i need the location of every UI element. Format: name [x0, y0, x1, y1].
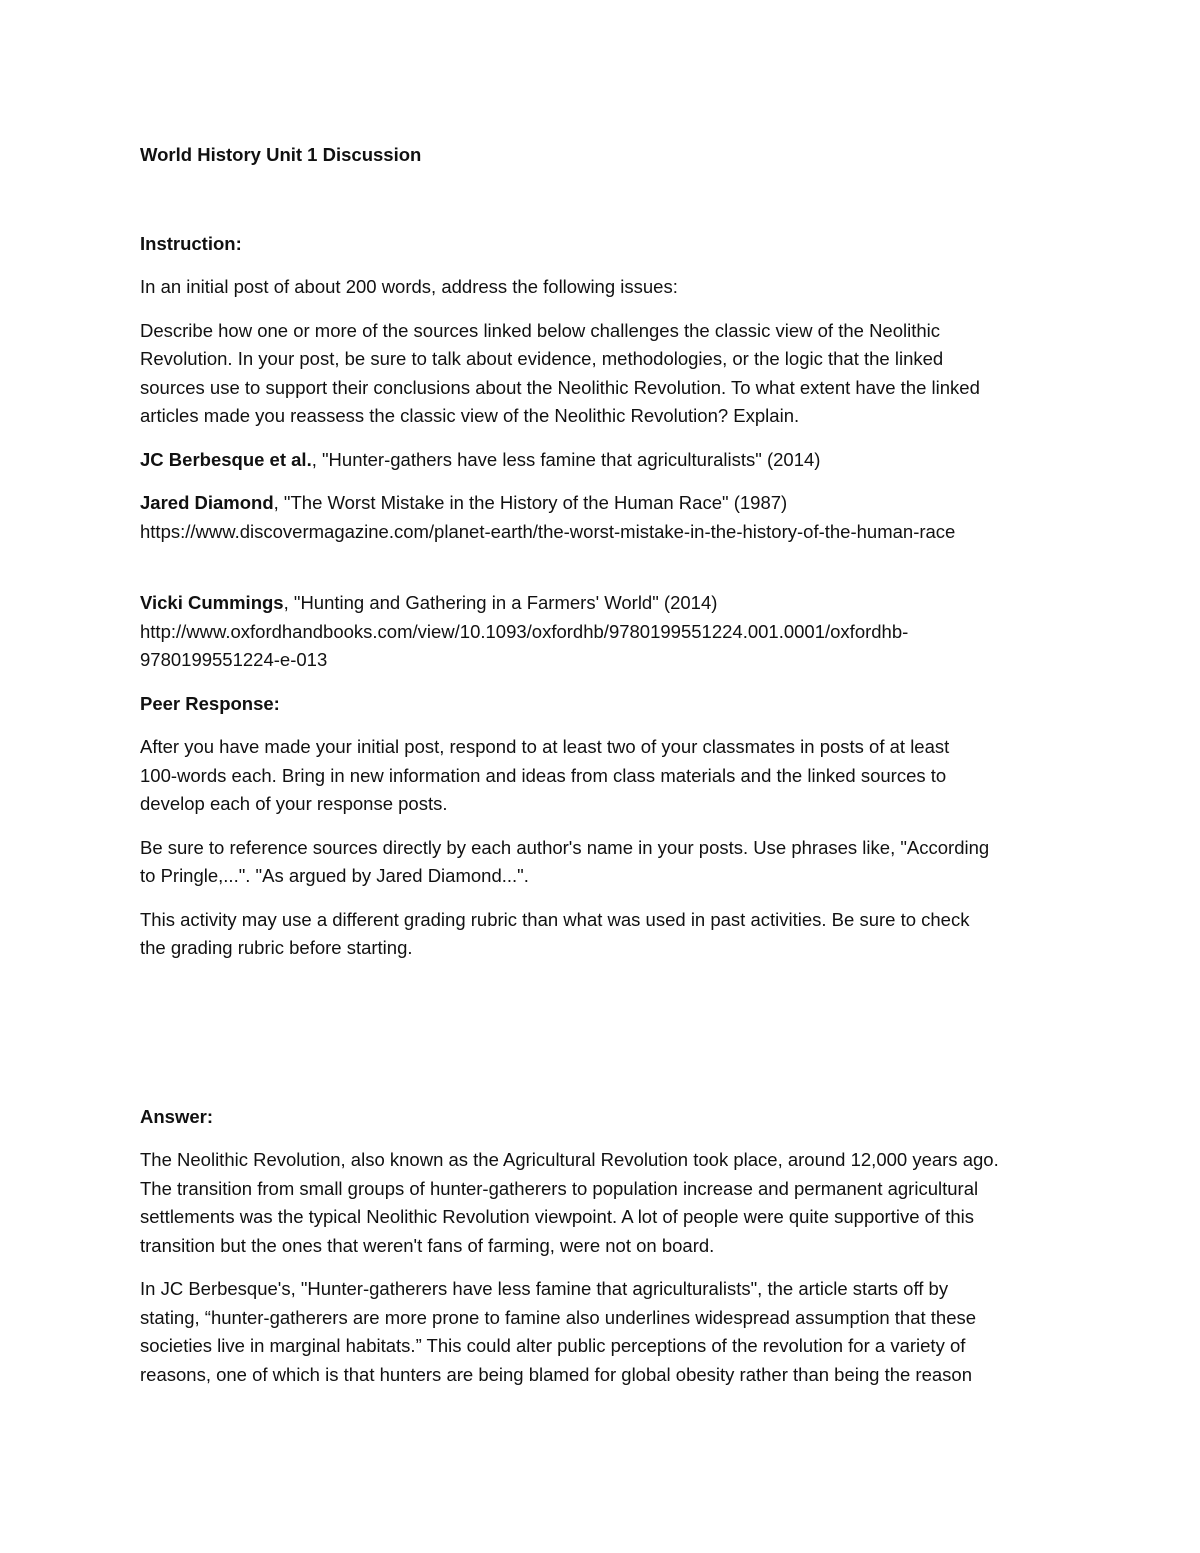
paragraph-line: societies live in marginal habitats.” This could alter public perceptions of the revolution for a variety of [140, 1335, 966, 1356]
source-author: Vicki Cummings [140, 592, 284, 613]
paragraph-line: This activity may use a different grading rubric than what was used in past activities. Be sure to check [140, 908, 970, 930]
source-url-link[interactable]: 9780199551224-e-013 [140, 649, 328, 670]
paragraph-line: develop each of your response posts. [140, 793, 448, 814]
instruction-body [140, 317, 1070, 431]
instruction-intro: In an initial post of about 200 words, address the following issues: [140, 276, 678, 297]
source-title: , "Hunting and Gathering in a Farmers' World" (2014) [283, 592, 718, 613]
answer-heading: Answer: [140, 1105, 213, 1127]
answer-paragraph [140, 1146, 1070, 1260]
peer-response-heading: Peer Response: [140, 692, 280, 714]
paragraph-line: transition but the ones that weren't fans of farming, were not on board. [140, 1234, 715, 1256]
peer-paragraph [140, 834, 1070, 891]
instruction-line: Describe how one or more of the sources linked below challenges the classic view of the Neolithic [140, 319, 941, 341]
source-berbesque [140, 446, 1070, 475]
document-title: World History Unit 1 Discussion [140, 144, 422, 165]
paragraph-line: After you have made your initial post, respond to at least two of your classmates in posts of at least [140, 736, 950, 757]
document-body [140, 141, 1070, 1389]
source-url-link[interactable]: http://www.oxfordhandbooks.com/view/10.1093/oxfordhb/9780199551224.001.0001/oxfordhb- [140, 620, 909, 642]
source-diamond [140, 489, 1070, 546]
source-citation [140, 589, 1070, 618]
source-citation [140, 446, 1070, 475]
source-author: JC Berbesque et al. [140, 448, 312, 470]
paragraph-line: settlements was the typical Neolithic Revolution viewpoint. A lot of people were quite supportive of this [140, 1206, 974, 1227]
instruction-line: Revolution. In your post, be sure to talk about evidence, methodologies, or the logic that the linked [140, 348, 944, 369]
peer-paragraph [140, 906, 1070, 963]
source-citation [140, 489, 1070, 518]
paragraph-line: reasons, one of which is that hunters are being blamed for global obesity rather than being the reason [140, 1363, 972, 1385]
source-title: , "Hunter-gathers have less famine that agriculturalists" (2014) [311, 448, 821, 470]
paragraph-line: 100-words each. Bring in new information and ideas from class materials and the linked sources to [140, 764, 947, 786]
source-cummings [140, 589, 1070, 675]
peer-paragraph [140, 733, 1070, 819]
paragraph-line: stating, “hunter-gatherers are more prone to famine also underlines widespread assumption that these [140, 1306, 977, 1328]
instruction-heading: Instruction: [140, 232, 242, 254]
paragraph-line: The Neolithic Revolution, also known as the Agricultural Revolution took place, around 12,000 years ago. [140, 1149, 999, 1170]
paragraph-line: The transition from small groups of hunter-gatherers to population increase and permanent agricultural [140, 1177, 979, 1199]
paragraph-line: Be sure to reference sources directly by each author's name in your posts. Use phrases like, "According [140, 836, 990, 858]
source-url-link[interactable]: https://www.discovermagazine.com/planet-earth/the-worst-mistake-in-the-history-of-the-human-race [140, 520, 956, 542]
paragraph-line: In JC Berbesque's, "Hunter-gatherers have less famine that agriculturalists", the article starts off by [140, 1278, 949, 1299]
paragraph-line: to Pringle,...". "As argued by Jared Diamond...". [140, 865, 529, 886]
paragraph-line: the grading rubric before starting. [140, 937, 413, 958]
instruction-line: sources use to support their conclusions about the Neolithic Revolution. To what extent have the linked [140, 376, 980, 398]
instruction-line: articles made you reassess the classic view of the Neolithic Revolution? Explain. [140, 405, 800, 426]
source-author: Jared Diamond [140, 492, 274, 513]
source-title: , "The Worst Mistake in the History of the Human Race" (1987) [273, 492, 788, 513]
answer-paragraph [140, 1275, 1070, 1389]
